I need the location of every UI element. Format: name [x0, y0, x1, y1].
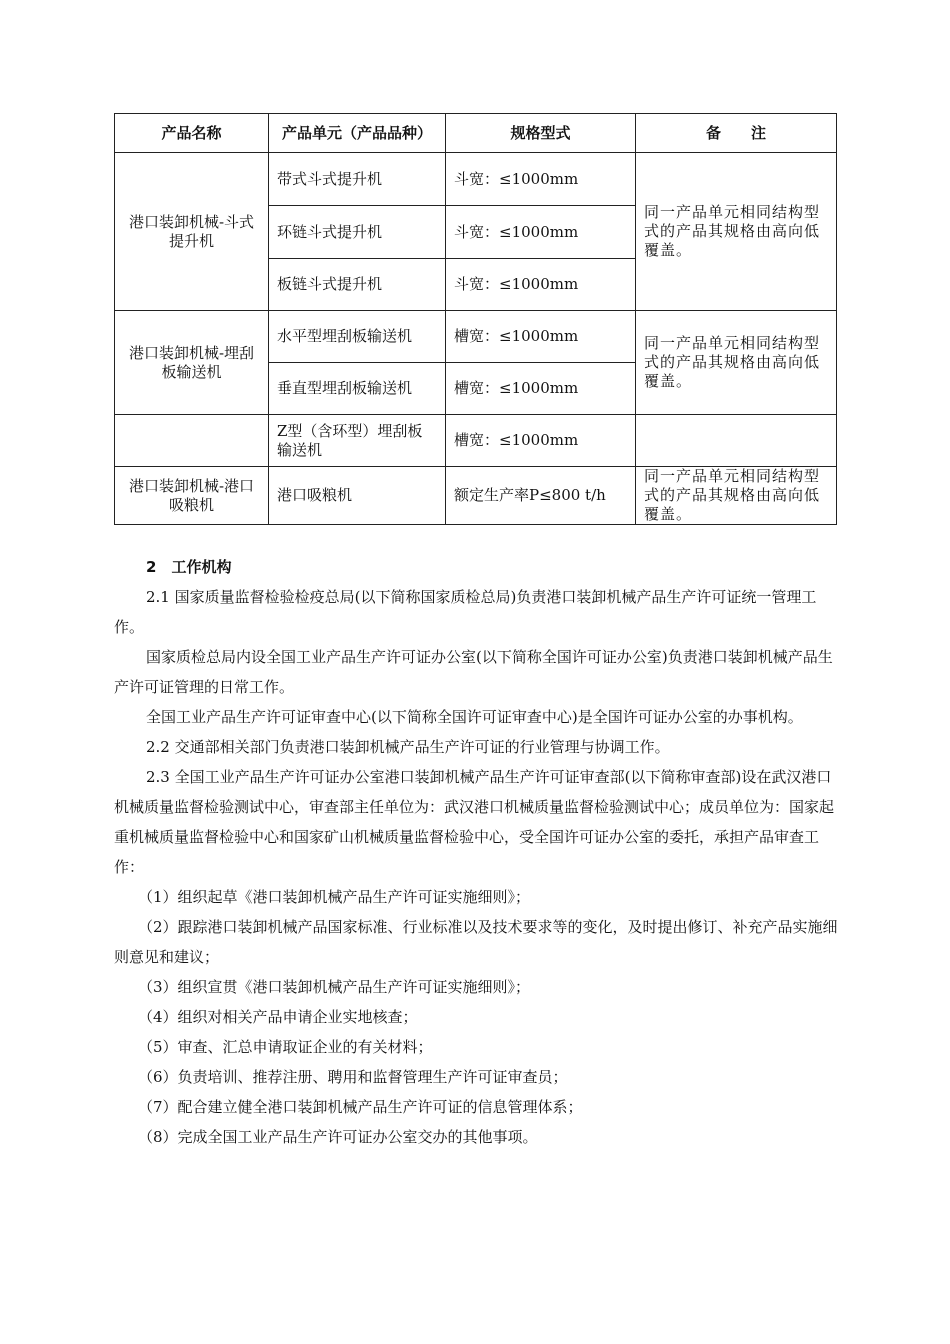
header-note: 备 注 — [636, 114, 837, 153]
list-item: （6）负责培训、推荐注册、聘用和监督管理生产许可证审查员； — [138, 1068, 568, 1086]
spec-cell: 斗宽：≤1000mm — [446, 259, 636, 311]
spec-cell: 槽宽：≤1000mm — [446, 363, 636, 415]
product-name-cell: 港口装卸机械-埋刮板输送机 — [115, 311, 269, 415]
spec-cell: 斗宽：≤1000mm — [446, 206, 636, 259]
product-unit-cell: 环链斗式提升机 — [269, 206, 446, 259]
note-cell: 同一产品单元相同结构型式的产品其规格由高向低覆盖。 — [636, 311, 837, 415]
note-cell: 同一产品单元相同结构型式的产品其规格由高向低覆盖。 — [636, 153, 837, 311]
table-row — [115, 153, 837, 206]
paragraph: 2.1 国家质量监督检验检疫总局(以下简称国家质检总局)负责港口装卸机械产品生产许可证统一管理工作。 — [114, 588, 817, 636]
spec-cell: 槽宽：≤1000mm — [446, 415, 636, 467]
section-number: 2 — [146, 558, 157, 576]
header-product-name: 产品名称 — [115, 114, 269, 153]
product-unit-cell: 垂直型埋刮板输送机 — [269, 363, 446, 415]
product-unit-cell: 水平型埋刮板输送机 — [269, 311, 446, 363]
product-spec-table — [114, 113, 837, 525]
list-item: （5）审查、汇总申请取证企业的有关材料； — [138, 1038, 433, 1056]
table-header-row — [115, 114, 837, 153]
list-item: （4）组织对相关产品申请企业实地核查； — [138, 1008, 418, 1026]
table-row — [115, 467, 837, 525]
list-item: （3）组织宣贯《港口装卸机械产品生产许可证实施细则》； — [138, 978, 531, 996]
section-title: 工作机构 — [171, 558, 232, 576]
spec-cell: 额定生产率P≤800 t/h — [446, 467, 636, 525]
spec-cell: 槽宽：≤1000mm — [446, 311, 636, 363]
paragraph: 2.3 全国工业产品生产许可证办公室港口装卸机械产品生产许可证审查部(以下简称审查部)设在武汉港口机械质量监督检验测试中心，审查部主任单位为：武汉港口机械质量监督检验测试中心；成员单位为：国家起重机械质量监督检验中心和国家矿山机械质量监督检验中心，受全国许可证办公室的委托，承担产品审查工作： — [114, 768, 835, 876]
paragraph: 2.2 交通部相关部门负责港口装卸机械产品生产许可证的行业管理与协调工作。 — [146, 738, 670, 756]
product-unit-cell: 港口吸粮机 — [269, 467, 446, 525]
product-name-cell: 港口装卸机械-港口吸粮机 — [115, 467, 269, 525]
product-unit-cell: 带式斗式提升机 — [269, 153, 446, 206]
note-empty-cell — [636, 415, 837, 467]
list-item: （1）组织起草《港口装卸机械产品生产许可证实施细则》； — [138, 888, 531, 906]
header-spec: 规格型式 — [446, 114, 636, 153]
product-unit-cell: Z型（含环型）埋刮板输送机 — [269, 415, 446, 467]
list-item: （8）完成全国工业产品生产许可证办公室交办的其他事项。 — [138, 1128, 538, 1146]
note-cell: 同一产品单元相同结构型式的产品其规格由高向低覆盖。 — [636, 467, 837, 525]
product-name-empty-cell — [115, 415, 269, 467]
table-row — [115, 415, 837, 467]
section-heading — [114, 552, 838, 582]
product-name-cell: 港口装卸机械-斗式提升机 — [115, 153, 269, 311]
list-item: （2）跟踪港口装卸机械产品国家标准、行业标准以及技术要求等的变化，及时提出修订、补充产品实施细则意见和建议； — [114, 918, 838, 966]
paragraph: 全国工业产品生产许可证审查中心(以下简称全国许可证审查中心)是全国许可证办公室的办事机构。 — [146, 708, 803, 726]
header-product-unit: 产品单元（产品品种） — [269, 114, 446, 153]
table-row — [115, 311, 837, 363]
product-unit-cell: 板链斗式提升机 — [269, 259, 446, 311]
spec-cell: 斗宽：≤1000mm — [446, 153, 636, 206]
paragraph: 国家质检总局内设全国工业产品生产许可证办公室(以下简称全国许可证办公室)负责港口装卸机械产品生产许可证管理的日常工作。 — [114, 648, 833, 696]
section-body — [114, 552, 838, 1152]
list-item: （7）配合建立健全港口装卸机械产品生产许可证的信息管理体系； — [138, 1098, 583, 1116]
